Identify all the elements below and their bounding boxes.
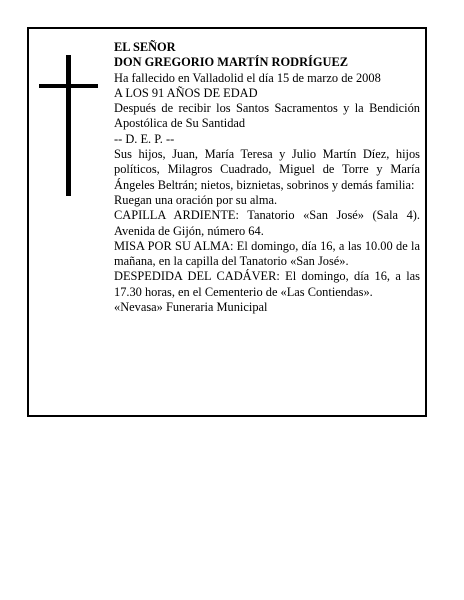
death-statement: Ha fallecido en Valladolid el día 15 de marzo de 2008 — [114, 70, 381, 85]
obituary-text — [114, 40, 420, 315]
mass-info: MISA POR SU ALMA: El domingo, día 16, a las 10.00 de la mañana, en la capilla del Tanatorio «San José». — [114, 238, 420, 269]
age-statement: A LOS 91 AÑOS DE EDAD — [114, 85, 258, 100]
funeral-home: «Nevasa» Funeraria Municipal — [114, 300, 268, 315]
cross-icon-crossbar — [39, 84, 98, 88]
sacraments-statement: Después de recibir los Santos Sacramentos y la Bendición Apostólica de Su Santidad — [114, 101, 420, 131]
notice-title: EL SEÑOR — [114, 40, 176, 54]
chapel-info: CAPILLA ARDIENTE: Tanatorio «San José» (Sala 4). Avenida de Gijón, número 64. — [114, 208, 420, 238]
prayer-request: Ruegan una oración por su alma. — [114, 192, 278, 207]
deceased-name: DON GREGORIO MARTÍN RODRÍGUEZ — [114, 55, 348, 70]
rip-statement: -- D. E. P. -- — [114, 131, 175, 146]
family-statement: Sus hijos, Juan, María Teresa y Julio Martín Díez, hijos políticos, Milagros Cuadrado, Miguel de Torre y María Ángeles Beltrán; nietos, biznietas, sobrinos y demás familia: — [114, 147, 420, 192]
cross-icon — [66, 55, 71, 196]
farewell-info: DESPEDIDA DEL CADÁVER: El domingo, día 16, a las 17.30 horas, en el Cementerio de «Las Contiendas». — [114, 269, 420, 299]
